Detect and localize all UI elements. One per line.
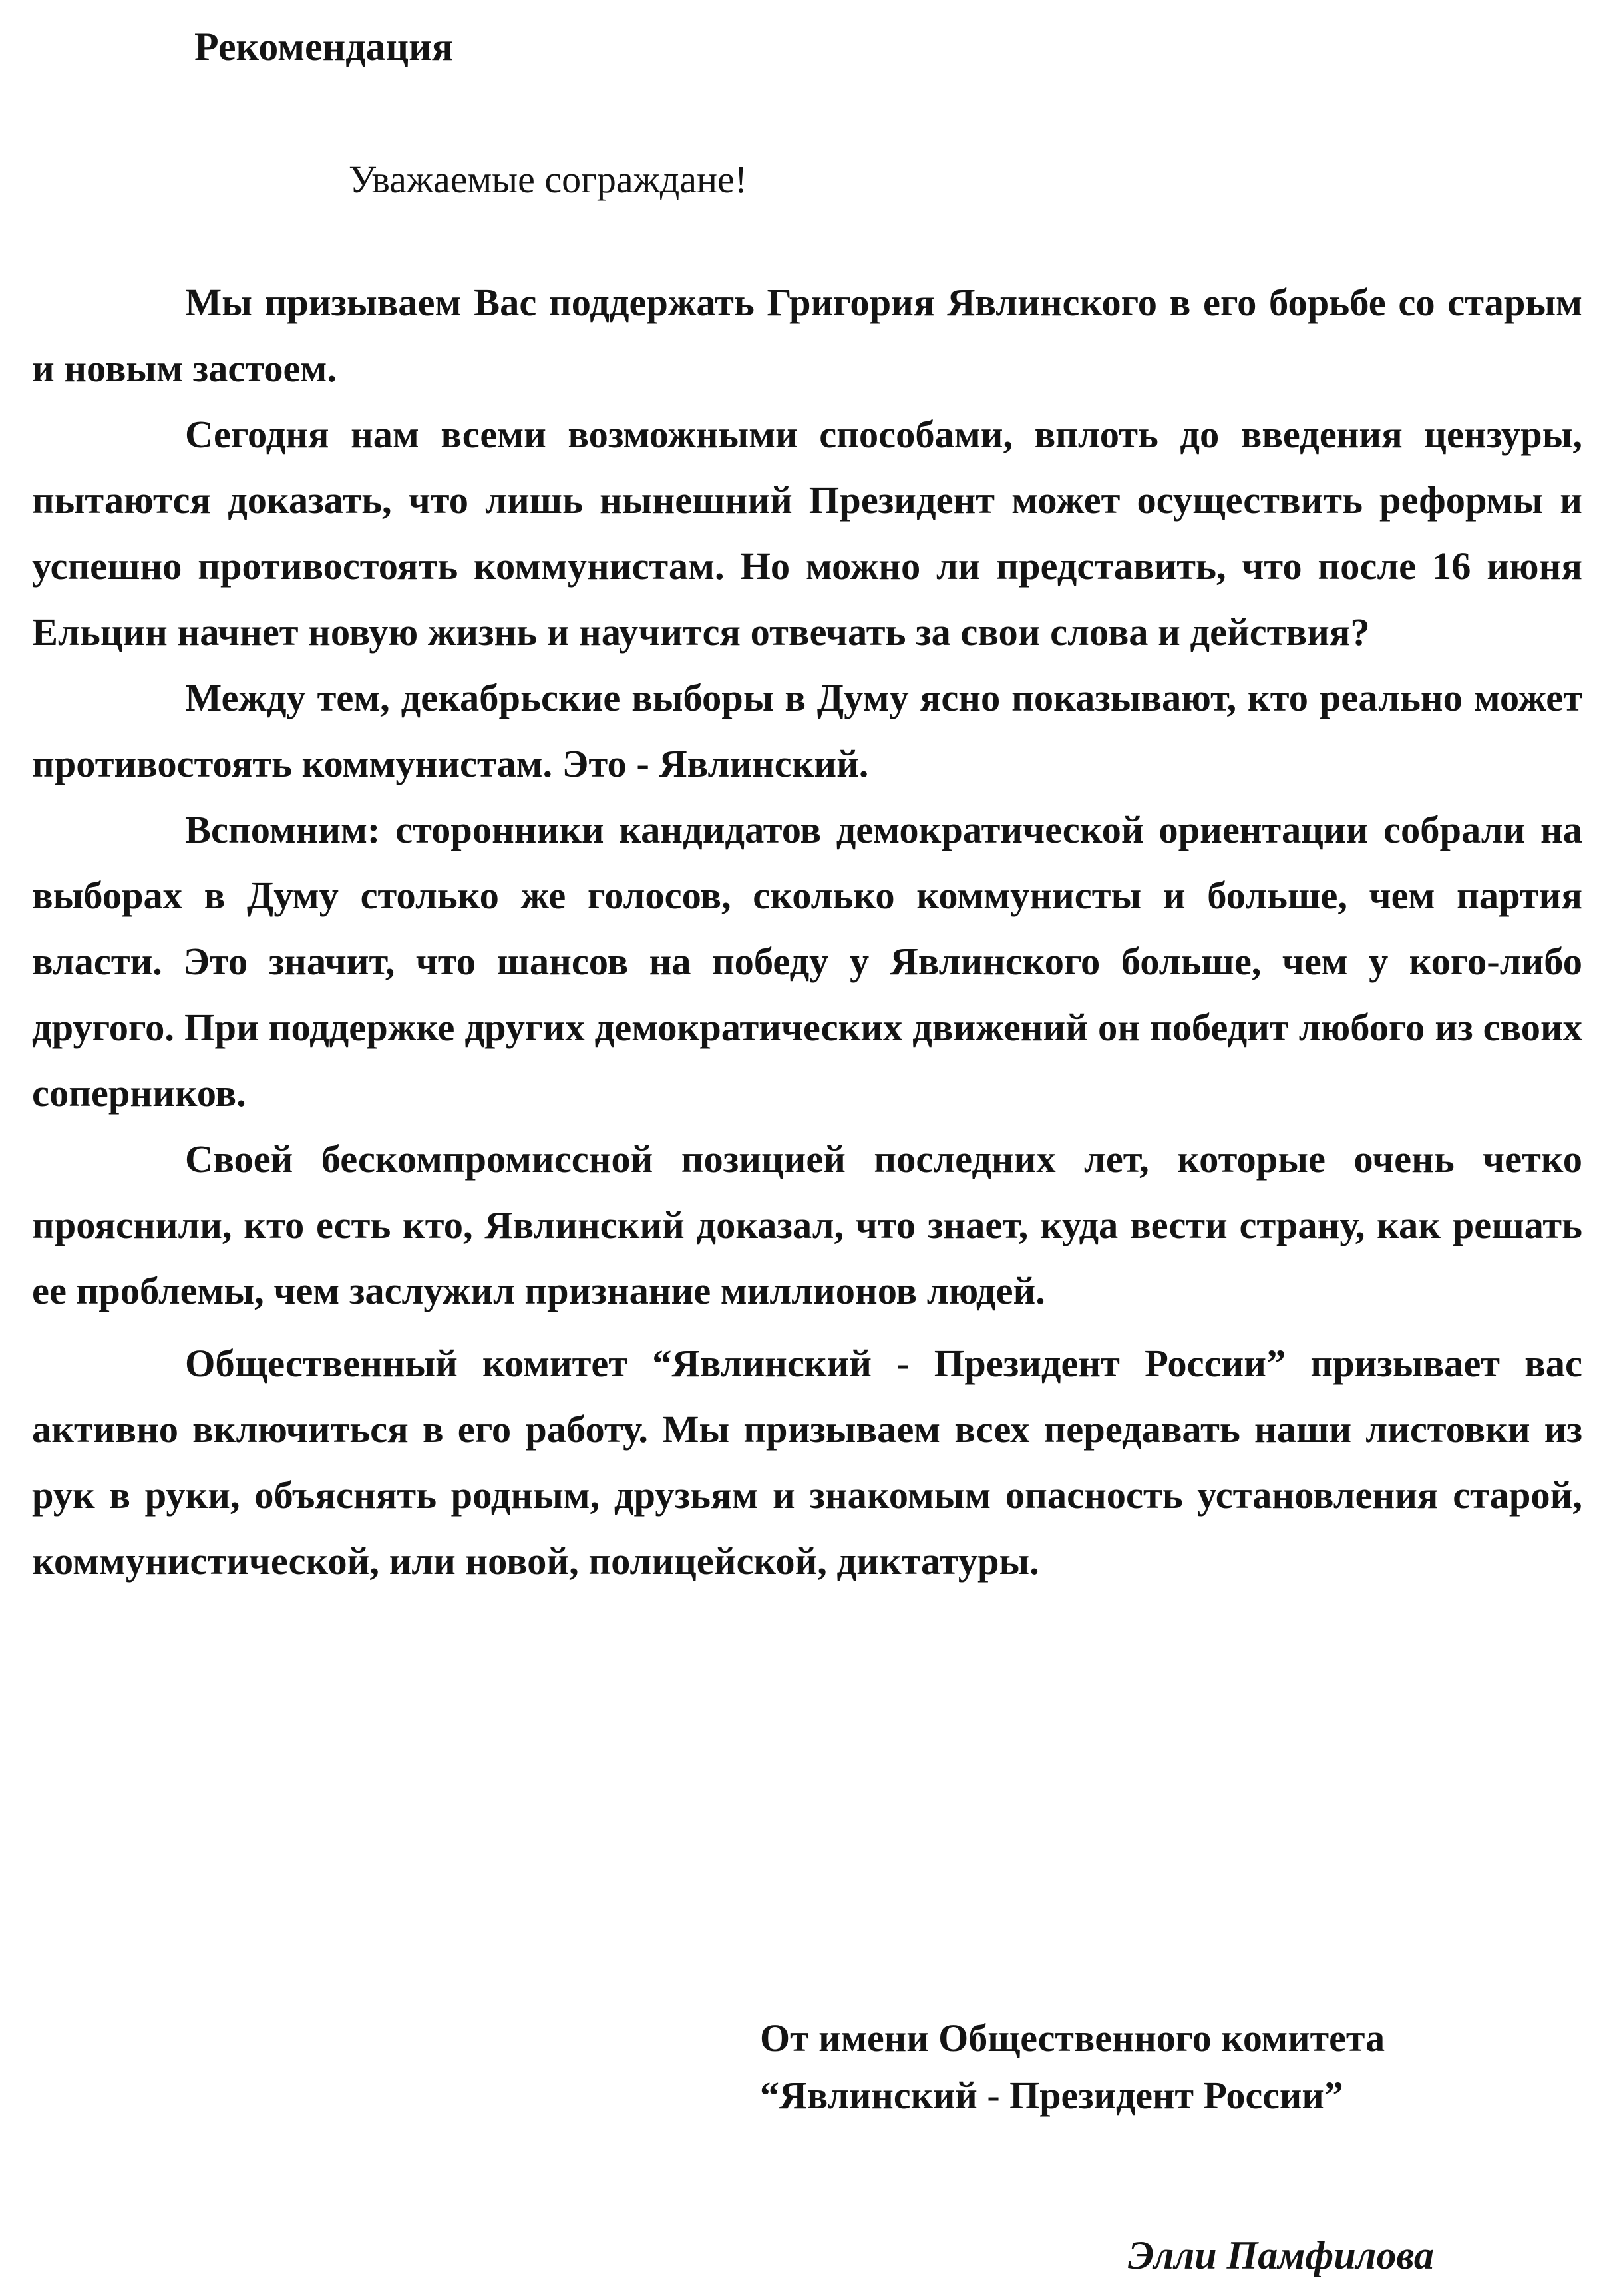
signatory-name: Элли Памфилова (1128, 2233, 1434, 2277)
paragraph-4-start: Вспомним: сторонники кандидатов демократической ориентации собрали на выборах в Думу столько же голосов, сколько коммунисты и больше, чем партия власти. Это значит, что (32, 808, 1582, 983)
greeting: Уважаемые сограждане! (349, 158, 748, 201)
paragraph-5: Своей бескомпромиссной позицией последних лет, которые очень четко прояснили, кто есть кто, Явлинский доказал, что знает, куда вести страну, как решать ее проблемы, чем заслужил признание миллионов людей. (32, 1137, 1582, 1312)
paragraph-6 (32, 1330, 1582, 1594)
paragraph-3: Между тем, декабрьские выборы в Думу ясно показывают, кто реально может противостоять коммунистам. Это - Явлинский. (32, 676, 1582, 785)
document-title: Рекомендация (194, 25, 454, 69)
paragraph-6-start: Общественный комитет (185, 1342, 653, 1385)
document-body (32, 270, 1582, 1594)
paragraph-4 (32, 797, 1582, 1126)
paragraph-4-emphasis: шансов на победу у Явлинского больше, чем у кого-либо другого (32, 940, 1582, 1049)
signature-line-1: От имени Общественного комитета (760, 2016, 1385, 2060)
paragraph-6-end: призывает вас активно включиться в его работу. Мы призываем всех передавать наши листовки из рук в руки, объяснять родным, друзьям и знакомым опасность установления старой, коммунистической, или новой, полицейской, диктатуры. (32, 1342, 1583, 1583)
signature-line-2: “Явлинский - Президент России” (760, 2074, 1343, 2117)
signature-block (760, 2010, 1385, 2124)
committee-name-emphasis: “Явлинский - Президент России” (652, 1342, 1286, 1385)
paragraph-1: Мы призываем Вас поддержать Григория Явлинского в его борьбе со старым и новым застоем. (32, 281, 1582, 390)
paragraph-4-end: . При поддержке других демократических движений он победит любого из своих соперников. (32, 1006, 1582, 1115)
paragraph-2: Сегодня нам всеми возможными способами, вплоть до введения цензуры, пытаются доказать, что лишь нынешний Президент может осуществить реформы и успешно противостоять коммунистам. Но можно ли представить, что после 16 июня Ельцин начнет новую жизнь и научится отвечать за свои слова и действия? (32, 413, 1582, 654)
